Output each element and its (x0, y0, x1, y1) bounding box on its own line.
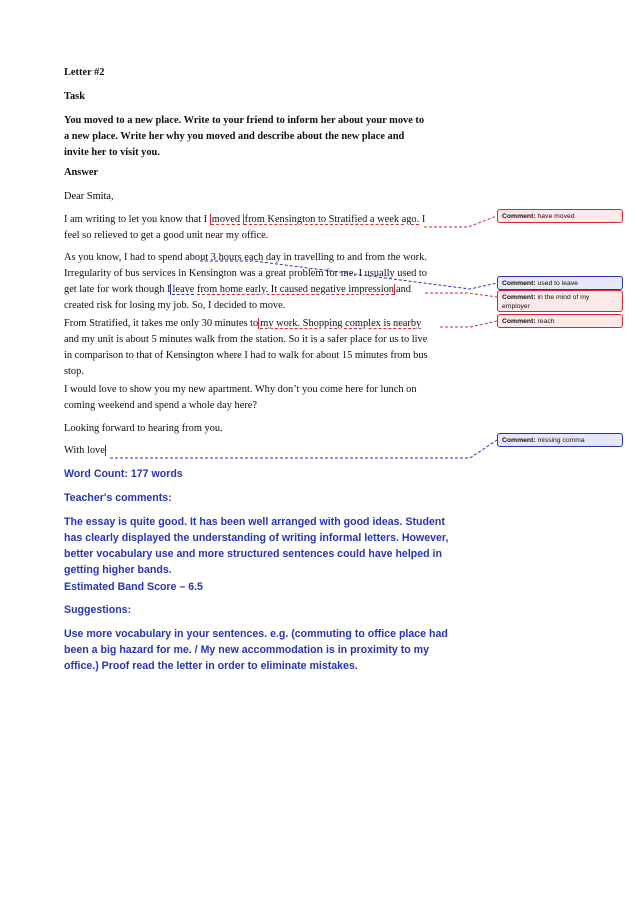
comment-label: Comment: (502, 280, 536, 287)
teacher-line: better vocabulary use and more structured sentences could have helped in (64, 548, 442, 560)
comment-label: Comment: (502, 437, 536, 444)
marked-phrase-negative-impression[interactable]: from home early. It caused negative impression (197, 284, 394, 295)
suggestions-heading: Suggestions: (64, 604, 132, 616)
text-span: get late for work though I (64, 284, 171, 295)
text-span: I (419, 214, 426, 225)
teacher-line: getting higher bands. (64, 564, 172, 576)
comment-text: in the mind of my employer (502, 294, 590, 310)
comment-text: missing comma (537, 437, 585, 444)
marked-phrase-from-kensington[interactable]: from Kensington to Stratified a week ago. (244, 214, 420, 225)
task-line: invite her to visit you. (64, 147, 160, 158)
comment-have-moved[interactable] (497, 209, 623, 223)
marked-word-moved[interactable]: moved (211, 214, 241, 225)
leader-reach (440, 321, 497, 327)
text-line: Irregularity of bus services in Kensington was a great problem for me. I usually used to (64, 268, 427, 279)
text-span: From Stratified, it takes me only 30 minutes to (64, 318, 259, 329)
task-heading: Task (64, 91, 85, 102)
comment-label: Comment: (502, 294, 536, 301)
comment-missing-comma[interactable] (497, 433, 623, 447)
task-line: You moved to a new place. Write to your friend to inform her about your move to (64, 115, 425, 126)
suggestion-line: been a big hazard for me. / My new accommodation is in proximity to my (64, 644, 429, 656)
comment-reach[interactable] (497, 314, 623, 328)
comment-text: have moved (537, 213, 575, 220)
text-line: in comparison to that of Kensington where I had to walk for about 15 minutes from bus (64, 350, 428, 361)
closing-line: Looking forward to hearing from you. (64, 423, 223, 434)
text-line: feel so relieved to get a good unit near my office. (64, 230, 269, 241)
answer-heading: Answer (64, 167, 99, 178)
comment-text: used to leave (537, 280, 578, 287)
word-count: Word Count: 177 words (64, 468, 183, 480)
comment-label: Comment: (502, 213, 536, 220)
sign-off-text: With love (64, 445, 105, 456)
leader-have-moved (424, 216, 497, 227)
leader-missing-comma (110, 440, 497, 458)
suggestion-line: office.) Proof read the letter in order to eliminate mistakes. (64, 660, 358, 672)
marked-word-leave[interactable]: leave (172, 284, 195, 295)
band-score: Estimated Band Score – 6.5 (64, 581, 203, 593)
text-line: stop. (64, 366, 84, 377)
comment-label: Comment: (502, 318, 536, 325)
task-line: a new place. Write her why you moved and describe about the new place and (64, 131, 405, 142)
text-line: As you know, I had to spend about 3 hours each day in travelling to and from the work. (64, 252, 427, 263)
comment-in-the-mind[interactable] (497, 290, 623, 312)
teacher-line: has clearly displayed the understanding of writing informal letters. However, (64, 532, 449, 544)
text-line: I would love to show you my new apartment. Why don’t you come here for lunch on (64, 384, 417, 395)
text-line: coming weekend and spend a whole day here? (64, 400, 258, 411)
teacher-heading: Teacher's comments: (64, 492, 172, 504)
salutation: Dear Smita, (64, 191, 114, 202)
text-span: and (396, 284, 412, 295)
letter-title: Letter #2 (64, 67, 105, 78)
comment-text: reach (537, 318, 555, 325)
text-line: created risk for losing my job. So, I decided to move. (64, 300, 286, 311)
leader-employer (425, 293, 497, 297)
teacher-line: The essay is quite good. It has been well arranged with good ideas. Student (64, 516, 445, 528)
text-span: I am writing to let you know that I (64, 214, 208, 225)
comment-used-to-leave[interactable] (497, 276, 623, 290)
suggestion-line: Use more vocabulary in your sentences. e.g. (commuting to office place had (64, 628, 448, 640)
text-line: and my unit is about 5 minutes walk from the station. So it is a safer place for us to live (64, 334, 428, 345)
marked-phrase-my-work[interactable]: my work. Shopping complex is nearby (260, 318, 422, 329)
leader-used-to-leave (200, 261, 497, 289)
